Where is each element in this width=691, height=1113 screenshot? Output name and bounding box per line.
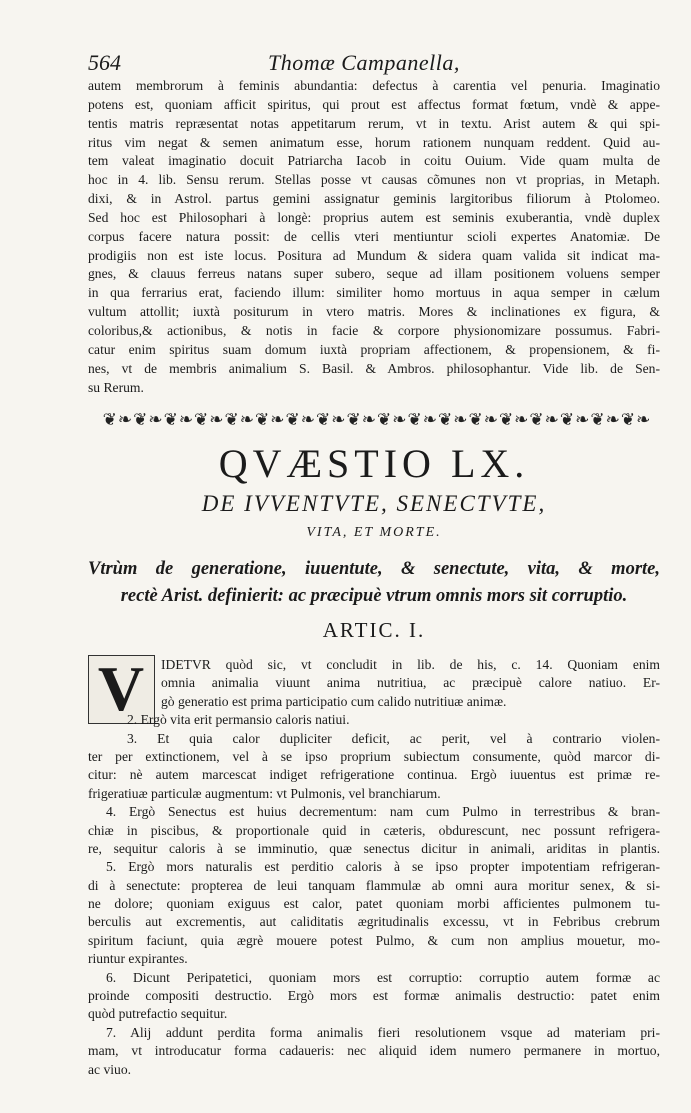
- text-line: ac viuo.: [88, 1061, 132, 1077]
- text-line: omnia animalia viuunt anima nutritiua, ac præcipuè calore natiuo. Er-: [161, 675, 660, 691]
- text-line: ritus vim negat & semen animatum esse, horum rationem nunquam reddent. Quid au-: [88, 134, 660, 150]
- text-line: 6. Dicunt Peripatetici, quoniam mors est corruptio: corruptio autem formæ ac: [106, 969, 660, 985]
- question-line: rectè Arist. definierit: ac præcipuè vtrum omnis mors sit corruptio.: [120, 586, 628, 606]
- text-line: autem membrorum à feminis abundantia: defectus à carentia vel penuria. Imaginatio: [88, 78, 660, 93]
- text-line: 2. Ergò vita erit permansio caloris natiui.: [127, 712, 350, 728]
- text-line: 4. Ergò Senectus est huius decrementum: nam cum Pulmo in terrestribus & bran-: [106, 804, 660, 820]
- text-line: di à senectute: propterea de leui tanquam flammulæ ab omni aura moritur senex, & si-: [88, 877, 660, 893]
- text-line: citur: nè autem marcescat indiget refrigeratione continua. Ergò iuuentus est primæ re-: [88, 767, 660, 783]
- text-line: 5. Ergò mors naturalis est perditio caloris à se ipso propter impotentiam refrigeran-: [106, 859, 660, 875]
- question-title: QVÆSTIO LX.: [218, 441, 530, 486]
- text-line: tentis matris repræsentat notas appetitarum rerum, vt in textu. Arist autem & qui spi-: [88, 115, 660, 131]
- question-subtitle: DE IVVENTVTE, SENECTVTE,: [201, 491, 547, 516]
- text-line: prodigiis non est iste locus. Positura ad Mundum & sidera quam valida sit indicat ma-: [88, 247, 660, 263]
- text-line: frigeratiuæ particulæ augmentum: vt Pulmonis, vel branchiarum.: [88, 785, 441, 801]
- running-title: Thomæ Campanella,: [268, 50, 460, 75]
- text-line: IDETVR quòd sic, vt concludit in lib. de his, c. 14. Quoniam enim: [161, 657, 660, 672]
- text-line: ter per extinctionem, vel à se ipso proprium subiectum consumente, quòd marcor di-: [88, 748, 660, 764]
- text-line: mam, vt introducatur forma cadaueris: nec aliquid idem numero permanere in mortuo,: [88, 1043, 660, 1059]
- text-line: berculis aut excrementis, aut caliditatis ægritudinalis excessu, vt in Febribus crebrum: [88, 914, 660, 930]
- text-line: ne dolore; quoniam exiguus est calor, patet quoniam morbi afficientes pulmonem tu-: [88, 896, 660, 912]
- text-line: re, sequitur caloris à se imminutio, quæ senectus dicitur in animali, ariditas in plantis.: [88, 840, 660, 856]
- text-line: catur enim spiritus suam domum iuxtà propriam affectionem, & propensionem, & fi-: [88, 341, 660, 357]
- text-line: chiæ in piscibus, & proportionale quid in cæteris, obdurescunt, nec possunt refrigera-: [88, 822, 660, 838]
- text-line: 3. Et quia calor dupliciter deficit, ac perit, vel à contrario violen-: [127, 730, 660, 746]
- text-line: quòd putrefactio sequitur.: [88, 1006, 228, 1022]
- question-line: Vtrùm de generatione, iuuentute, & senectute, vita, & morte,: [88, 559, 660, 579]
- text-line: coloribus,& actionibus, & notis in facie & corpore physionomizare possumus. Fabri-: [88, 322, 660, 338]
- text-line: riuntur expirantes.: [88, 951, 188, 967]
- text-line: Sed hoc est Philosophari à longè: proprius autem est seminis exuberantia, vndè duplex: [88, 209, 660, 225]
- text-line: tem valeat imaginatio docuit Patriarcha Iacob in coitu Ouium. Vide quam multa de: [88, 153, 660, 169]
- text-line: nes, vt de membris animalium S. Basil. & Ambros. philosophantur. Vide lib. de Sen-: [88, 360, 660, 376]
- drop-cap-letter: V: [97, 655, 145, 724]
- text-line: corpus facere natura possit: de cellis vteri mentiuntur scioli expertes Anatomiæ. De: [88, 228, 660, 244]
- text-line: gnes, & clauus ferreus natans super subero, seque ad illam positionem voluens semper: [88, 266, 660, 282]
- question-statement: [88, 556, 660, 610]
- text-line: gò generatio est prima participatio cum calido nutritiuæ animæ.: [161, 693, 507, 709]
- top-paragraph: [88, 77, 660, 397]
- text-line: 7. Alij addunt perdita forma animalis fieri resolutionem vsque ad materiam pri-: [106, 1024, 660, 1040]
- article-heading: ARTIC. I.: [322, 618, 426, 642]
- text-line: proinde compositi destructio. Ergò mors est formæ animalis destructio: patet enim: [88, 988, 660, 1004]
- article-body: [88, 656, 660, 1079]
- question-subtitle-small: VITA, ET MORTE.: [306, 525, 442, 540]
- text-line: vultum attollit; iuxtà positurum in vtero matris. Mores & inclinationes ex figura, &: [88, 304, 660, 320]
- page-number: 564: [88, 50, 121, 75]
- fleuron-band-icon: ❦❧❦❧❦❧❦❧❦❧❦❧❦❧❦❧❦❧❦❧❦❧❦❧❦❧❦❧❦❧❦❧❦❧❦❧: [102, 410, 652, 429]
- text-line: su Rerum.: [88, 379, 144, 395]
- text-line: spiritum faciunt, quia ægrè mouere potest Pulmo, & cum non amplius mouetur, mo-: [88, 932, 660, 948]
- text-line: potens est, quoniam afficit spiritus, qui prout est affectus format fœtum, vndè & appe-: [88, 96, 660, 112]
- text-line: hoc in 4. lib. Sensu rerum. Stellas posse vt causas cõmunes non vt proprias, in Metaph.: [88, 172, 660, 188]
- text-line: dixi, & in Astrol. partus gemini assignatur geminis largitoribus filiorum à Ptolomeo.: [88, 191, 660, 207]
- running-head: [88, 50, 658, 80]
- text-line: in qua ferrarius erat, faciendo illum: similiter homo mortuus in aqua semper in cælum: [88, 285, 660, 301]
